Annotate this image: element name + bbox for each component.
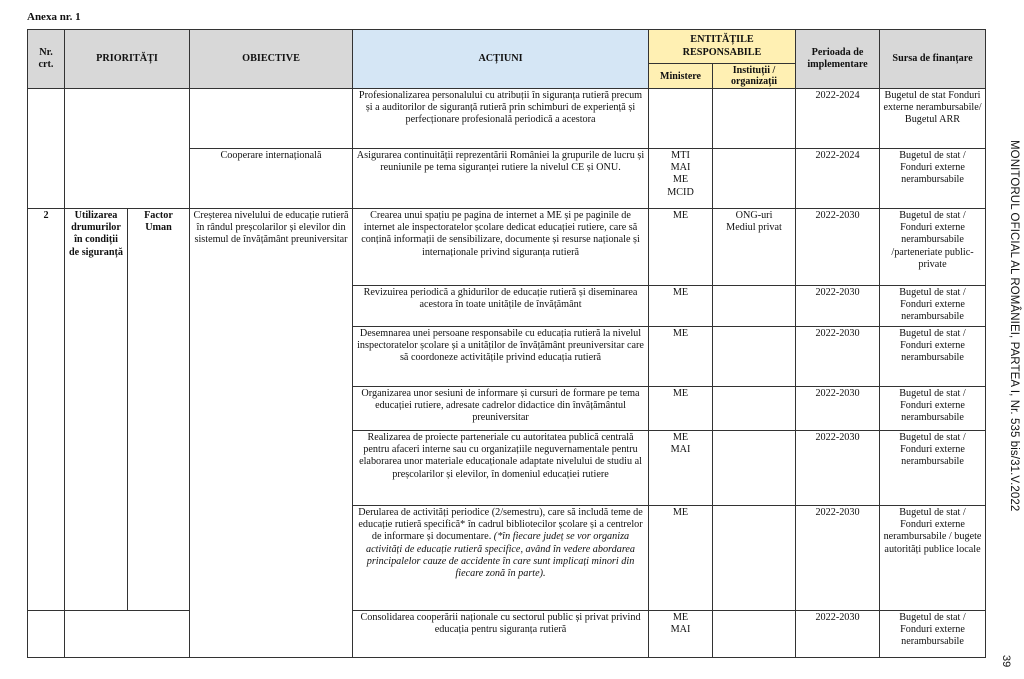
perioada-cell: 2022-2030 — [796, 209, 880, 286]
actiune-cell: Revizuirea periodică a ghidurilor de educație rutieră și diseminarea acestora în toate unitățile de învățământ — [353, 286, 649, 327]
prioritate-sub-cell: Factor Uman — [128, 209, 190, 611]
obiectiv-cell — [190, 89, 353, 149]
header-institutii: Instituții / organizații — [713, 64, 796, 89]
priorities-table — [27, 29, 986, 658]
actiune-note: (*în fiecare județ se vor organiza activități de educație rutieră specifice, având în vedere abordarea principalelor cauze de accidente în care sunt implicați minori din fiecare zonă în parte). — [365, 531, 636, 580]
actiune-cell: Consolidarea cooperării naționale cu sectorul public și privat privind educația pentru siguranța rutieră — [353, 611, 649, 658]
header-nr: Nr. crt. — [28, 30, 65, 89]
actiune-cell: Realizarea de proiecte parteneriale cu autoritatea publică centrală pentru afaceri interne sau cu organizațiile neguvernamentale pentru elaborarea unor materiale educaționale adaptate nivelului de studiu al preșcolarilor și elevilor, în domeniul educației rutiere — [353, 431, 649, 506]
institutii-cell — [713, 286, 796, 327]
institutii-cell — [713, 387, 796, 431]
nr-cell — [28, 611, 65, 658]
institutii-cell — [713, 611, 796, 658]
actiune-cell: Organizarea unor sesiuni de informare și cursuri de formare pe tema educației rutiere, adresate cadrelor didactice din învățământul preuniversitar — [353, 387, 649, 431]
perioada-cell: 2022-2030 — [796, 506, 880, 611]
header-obiective: OBIECTIVE — [190, 30, 353, 89]
table-row — [28, 611, 986, 658]
ministere-cell: ME — [649, 327, 713, 387]
ministere-cell: MTI MAI ME MCID — [649, 149, 713, 209]
ministere-cell: ME — [649, 506, 713, 611]
table-row — [28, 209, 986, 286]
header-prioritati: PRIORITĂȚI — [65, 30, 190, 89]
nr-cell — [28, 89, 65, 209]
page-number: 39 — [1000, 655, 1012, 668]
prioritate-cell: Utilizarea drumurilor în condiții de siguranță — [65, 209, 128, 611]
perioada-cell: 2022-2030 — [796, 286, 880, 327]
institutii-cell — [713, 431, 796, 506]
perioada-cell: 2022-2030 — [796, 431, 880, 506]
ministere-cell: ME — [649, 209, 713, 286]
header-perioada: Perioada de implementare — [796, 30, 880, 89]
sursa-cell: Bugetul de stat / Fonduri externe nerambursabile — [880, 611, 986, 658]
table-row — [28, 89, 986, 149]
sursa-cell: Bugetul de stat / Fonduri externe nerambursabile — [880, 327, 986, 387]
sursa-cell: Bugetul de stat / Fonduri externe nerambursabile — [880, 431, 986, 506]
perioada-cell: 2022-2030 — [796, 387, 880, 431]
sursa-cell: Bugetul de stat / Fonduri externe nerambursabile /parteneriate public-private — [880, 209, 986, 286]
actiune-cell: Desemnarea unei persoane responsabile cu educația rutieră la nivelul inspectoratelor școlare și a unităților de învățământ preuniversitar care să coordoneze activitățile privind educația rutieră — [353, 327, 649, 387]
prioritate-cell — [65, 611, 190, 658]
header-ministere: Ministere — [649, 64, 713, 89]
perioada-cell: 2022-2030 — [796, 611, 880, 658]
ministere-cell: ME — [649, 286, 713, 327]
journal-header-side: MONITORUL OFICIAL AL ROMÂNIEI, PARTEA I, Nr. 535 bis/31.V.2022 — [1008, 140, 1020, 512]
institutii-cell — [713, 506, 796, 611]
obiectiv-cell: Creșterea nivelului de educație rutieră în rândul preșcolarilor și elevilor din sistemul de învățământ preuniversitar — [190, 209, 353, 658]
prioritate-cell — [65, 89, 190, 209]
actiune-cell: Asigurarea continuității reprezentării României la grupurile de lucru și reuniunile pe tema siguranței rutiere la nivelul CE și ONU. — [353, 149, 649, 209]
sursa-cell: Bugetul de stat / Fonduri externe nerambursabile / bugete autorități publice locale — [880, 506, 986, 611]
institutii-cell: ONG-uri Mediul privat — [713, 209, 796, 286]
ministere-cell: ME MAI — [649, 431, 713, 506]
perioada-cell: 2022-2030 — [796, 327, 880, 387]
nr-cell: 2 — [28, 209, 65, 611]
sursa-cell: Bugetul de stat / Fonduri externe nerambursabile — [880, 286, 986, 327]
perioada-cell: 2022-2024 — [796, 149, 880, 209]
sursa-cell: Bugetul de stat / Fonduri externe nerambursabile — [880, 149, 986, 209]
ministere-cell: ME MAI — [649, 611, 713, 658]
header-actiuni: ACȚIUNI — [353, 30, 649, 89]
actiune-cell — [353, 506, 649, 611]
header-sursa: Sursa de finanțare — [880, 30, 986, 89]
actiune-cell: Profesionalizarea personalului cu atribuții în siguranța rutieră precum și a auditorilor de siguranță rutieră prin schimburi de experiență și perfecționare profesională periodică a acestora — [353, 89, 649, 149]
sursa-cell: Bugetul de stat Fonduri externe nerambursabile/ Bugetul ARR — [880, 89, 986, 149]
sursa-cell: Bugetul de stat / Fonduri externe nerambursabile — [880, 387, 986, 431]
annex-title: Anexa nr. 1 — [27, 11, 81, 23]
header-entitati: ENTITĂȚILE RESPONSABILE — [649, 30, 796, 64]
ministere-cell: ME — [649, 387, 713, 431]
actiune-cell: Crearea unui spațiu pe pagina de internet a ME și pe paginile de internet ale inspectoratelor școlare dedicat educației rutiere, care să conțină informații de sensibilizare, documente și resurse naționale și internaționale privind siguranța rutieră — [353, 209, 649, 286]
institutii-cell — [713, 327, 796, 387]
institutii-cell — [713, 89, 796, 149]
ministere-cell — [649, 89, 713, 149]
actiune-text: Derularea de activități periodice (2/semestru), care să includă teme de educație rutieră specifică* în cadrul bibliotecilor școlare și a centrelor de informare și documentare. — [358, 507, 643, 543]
institutii-cell — [713, 149, 796, 209]
perioada-cell: 2022-2024 — [796, 89, 880, 149]
obiectiv-cell: Cooperare internațională — [190, 149, 353, 209]
